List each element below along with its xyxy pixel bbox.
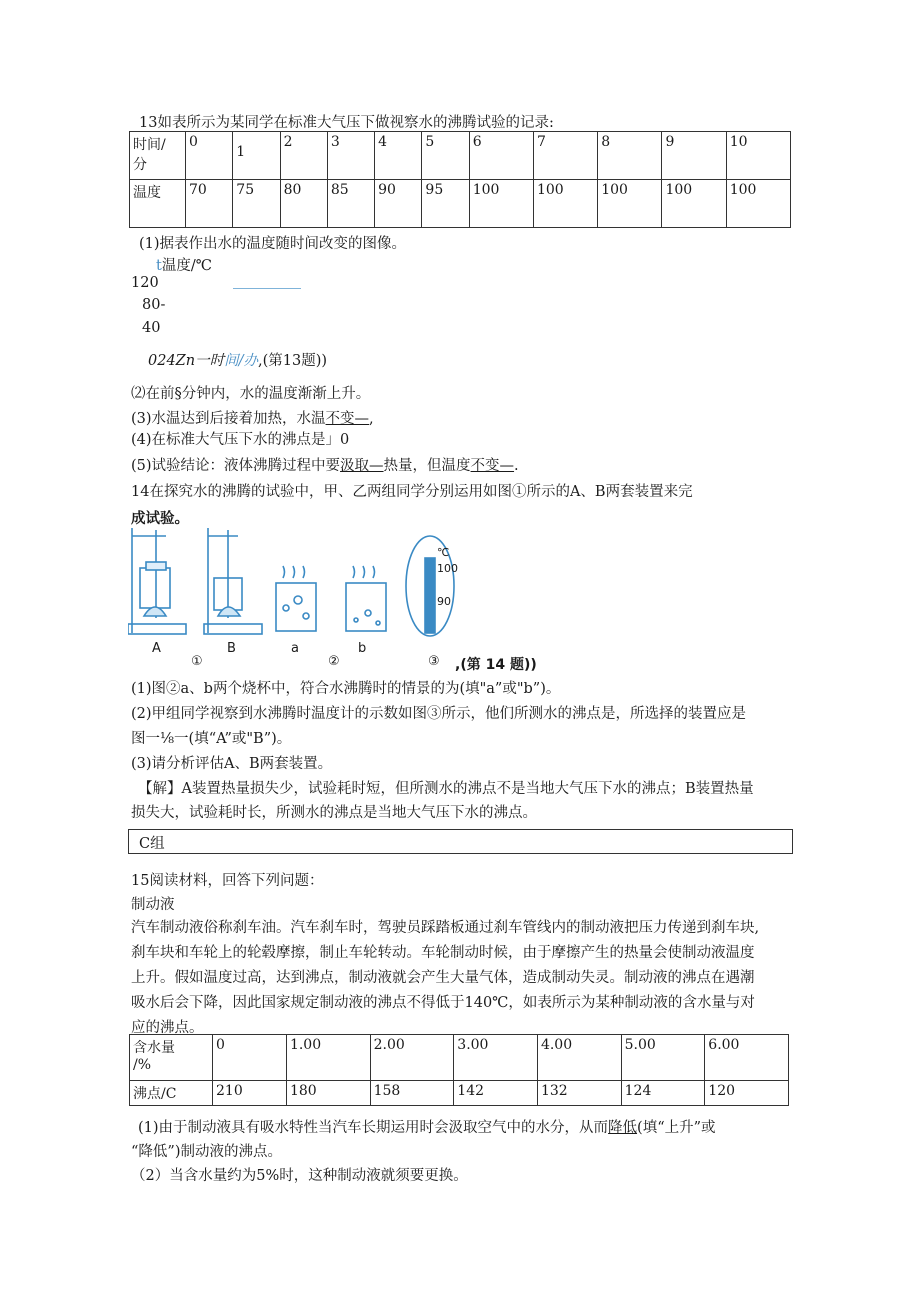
q13-temp-cell: 100 [726,180,790,228]
fig-caption: ,(第 14 题)) [455,657,537,673]
q13-temp-cell: 75 [233,180,280,228]
q15-header-water: 含水量 /% [130,1035,213,1081]
q13-temp-cell: 90 [375,180,422,228]
q15-water-cell: 0 [213,1035,287,1081]
q13-part2: ⑵在前§分钟内，水的温度渐渐上升。 [131,386,371,402]
q13-time-cell: 9 [662,132,726,180]
q13-intro: 13如表所示为某同学在标准大气压下做视察水的沸腾试验的记录: [139,115,554,131]
q15-intro: 15阅读材料，回答下列问题： [131,873,324,889]
q14-part2-line2: 图一⅛一(填“A”或"B”)。 [131,731,292,747]
q14-figure [128,528,548,640]
q14-part1: (1)图②a、b两个烧杯中，符合水沸腾时的情景的为(填"a”或"b”)。 [131,681,561,697]
q15-water-cell: 5.00 [621,1035,705,1081]
q15-boil-cell: 120 [705,1081,789,1106]
q15-para-line: 刹车块和车轮上的轮毂摩擦，制止车轮转动。车轮制动时候，由于摩擦产生的热量会使制动液温度 [131,945,755,961]
fig-label-B: B [227,641,236,656]
q14-intro-line1: 14在探究水的沸腾的试验中，甲、乙两组同学分别运用如图①所示的A、B两套装置来完 [131,484,693,500]
q13-graph-line [233,288,301,289]
q13-temp-cell: 80 [280,180,327,228]
q13-temp-cell: 85 [327,180,374,228]
q15-para-line: 应的沸点。 [131,1020,204,1036]
q15-boil-cell: 132 [537,1081,621,1106]
q13-header-time: 时间/ 分 [130,132,186,180]
q15-water-cell: 1.00 [286,1035,370,1081]
q15-boil-cell: 158 [370,1081,454,1106]
fig-label-b: b [358,641,367,656]
fig-label-A: A [152,641,161,656]
q14-part3: (3)请分析评估A、B两套装置。 [131,756,333,772]
q14-intro-line2: 成试验。 [131,510,189,527]
q13-time-cell: 5 [422,132,469,180]
q15-boil-cell: 210 [213,1081,287,1106]
q15-header-boil: 沸点/C [130,1081,213,1106]
q13-temp-cell: 100 [598,180,662,228]
q15-boil-cell: 142 [454,1081,538,1106]
q15-para-line: 吸水后会下降，因此国家规定制动液的沸点不得低于140℃，如表所示为某种制动液的含水量与对 [131,995,755,1011]
q13-graph-yaxis: t温度/℃ [156,258,212,274]
q13-part1: (1)据表作出水的温度随时间改变的图像。 [139,236,407,252]
q13-time-cell: 0 [186,132,233,180]
fig-circle-2: ② [328,654,340,669]
q14-answer-line1: 【解】A装置热量损失少，试验耗时短，但所测水的沸点不是当地大气压下水的沸点；B装置热量 [138,781,754,797]
q13-graph-y120: 120 [131,275,159,291]
q13-part5: (5)试验结论：液体沸腾过程中要汲取—热量，但温度不变—. [131,458,519,474]
q13-time-cell: 1 [233,132,280,180]
q13-temp-cell: 100 [662,180,726,228]
section-c-title: C组 [139,836,165,852]
q14-part2-line1: (2)甲组同学视察到水沸腾时温度计的示数如图③所示，他们所测水的沸点是，所选择的装置应是 [131,706,747,722]
q13-time-cell: 4 [375,132,422,180]
q13-temp-cell: 95 [422,180,469,228]
q15-para-line: 汽车制动液俗称刹车油。汽车刹车时，驾驶员踩踏板通过刹车管线内的制动液把压力传递到刹车块, [131,920,760,936]
q15-subtitle: 制动液 [131,897,175,913]
thermo-100: 100 [437,562,458,575]
q15-water-cell: 6.00 [705,1035,789,1081]
q13-part4: (4)在标准大气压下水的沸点是」0 [131,432,350,448]
q13-table [129,131,791,228]
q13-part3: (3)水温达到后接着加热，水温不变—, [131,411,374,427]
q14-answer-line2: 损失大，试验耗时长，所测水的沸点是当地大气压下水的沸点。 [131,805,537,821]
q13-graph-y40: 40 [142,320,161,336]
y-axis-arrow-icon: t [156,258,162,274]
q15-part1-line2: “降低”)制动液的沸点。 [131,1144,282,1160]
thermo-unit: ℃ [437,546,450,559]
q13-time-cell: 10 [726,132,790,180]
q15-part2: （2）当含水量约为5%时，这种制动液就须要更换。 [131,1168,468,1184]
q13-header-temp: 温度 [130,180,186,228]
section-c-box [128,829,793,854]
q15-water-cell: 2.00 [370,1035,454,1081]
thermo-90: 90 [437,595,451,608]
q15-boil-cell: 180 [286,1081,370,1106]
q13-time-cell: 3 [327,132,374,180]
q15-water-cell: 4.00 [537,1035,621,1081]
q13-temp-cell: 70 [186,180,233,228]
fig-circle-3: ③ [428,654,440,669]
q13-graph-y80: 80- [142,297,166,313]
q15-part1-line1: (1)由于制动液具有吸水特性当汽车长期运用时会汲取空气中的水分，从而降低(填“上升”或 [138,1120,716,1136]
q15-boil-cell: 124 [621,1081,705,1106]
fig-circle-1: ① [191,654,203,669]
q13-time-cell: 6 [469,132,533,180]
q13-time-cell: 8 [598,132,662,180]
q13-temp-cell: 100 [469,180,533,228]
q15-para-line: 上升。假如温度过高，达到沸点，制动液就会产生大量气体，造成制动失灵。制动液的沸点在遇潮 [131,970,755,986]
q15-table [129,1034,789,1106]
q13-time-cell: 2 [280,132,327,180]
q15-water-cell: 3.00 [454,1035,538,1081]
q13-time-cell: 7 [533,132,597,180]
q13-graph-xaxis: 024Zn一时间/办,(第13题)) [148,353,328,369]
fig-label-a: a [291,641,299,656]
q13-temp-cell: 100 [533,180,597,228]
